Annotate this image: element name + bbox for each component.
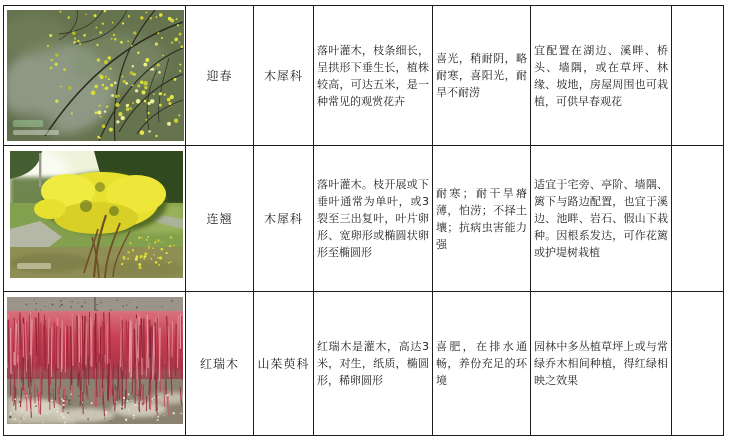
row1-application-cell — [531, 6, 672, 146]
row3-application-cell — [531, 292, 672, 435]
red-twig-dogwood-photo — [7, 297, 183, 424]
plant-table — [3, 5, 724, 436]
row3-morphology-cell — [314, 292, 433, 435]
row1-notes-cell — [672, 6, 723, 146]
plant-notes — [672, 74, 723, 78]
plant-habit: 喜光，稍耐阴，略耐寒，喜阳光，耐旱不耐涝 — [436, 52, 527, 99]
winter-jasmine-photo — [7, 10, 184, 141]
row2-habit-cell — [433, 146, 531, 292]
plant-morphology: 落叶灌木。枝开展或下垂叶通常为单叶，或3裂至三出复叶，叶片卵形、宽卵形或椭圆状卵形至椭圆形 — [317, 178, 429, 259]
utility-pole — [39, 153, 41, 187]
row3-name-cell — [186, 292, 254, 435]
forsythia-photo — [10, 151, 183, 278]
row2-notes-cell — [672, 146, 723, 292]
row2-name-cell — [186, 146, 254, 292]
plant-family: 木犀科 — [263, 212, 303, 226]
row1-family-cell — [254, 6, 314, 146]
row2-morphology-cell — [314, 146, 433, 292]
plant-morphology: 红瑞木是灌木，高达3米，对生，纸质，椭圆形，稀卵圆形 — [317, 340, 429, 387]
forsythia-bush — [54, 202, 138, 234]
plant-application: 宜配置在湖边、溪畔、桥头、墙隅，或在草坪、林缘、坡地，房屋周围也可栽植，可供早春观花 — [534, 43, 668, 108]
photo-watermark — [17, 263, 51, 269]
row3-notes-cell — [672, 292, 723, 435]
pale-grass-patch — [55, 408, 115, 422]
plant-application: 适宜于宅旁、亭阶、墙隅、篱下与路边配置，也宜于溪边、池畔、岩石、假山下栽种。因根系发达，可作花篱或护堤树栽植 — [534, 178, 668, 259]
row2-application-cell — [531, 146, 672, 292]
plant-name: 迎春 — [206, 69, 233, 83]
row2-photo-cell — [4, 146, 186, 292]
row1-habit-cell — [433, 6, 531, 146]
plant-notes — [672, 217, 723, 221]
forsythia-bush — [34, 199, 66, 219]
row3-photo-cell — [4, 292, 186, 435]
row1-name-cell — [186, 6, 254, 146]
row1-morphology-cell — [314, 6, 433, 146]
plant-notes — [672, 362, 723, 366]
plant-morphology: 落叶灌木，枝条细长，呈拱形下垂生长，植株较高，可达五米，是一种常见的观赏花卉 — [317, 43, 429, 108]
row3-habit-cell — [433, 292, 531, 435]
row3-family-cell — [254, 292, 314, 435]
row1-photo-cell — [4, 6, 186, 146]
plant-habit: 喜肥，在排水通畅，养份充足的环境 — [436, 340, 527, 387]
plant-name: 红瑞木 — [199, 357, 239, 371]
foliage-gap — [95, 182, 105, 192]
plant-name: 连翘 — [206, 212, 233, 226]
plant-application: 园林中多丛植草坪上或与常绿乔木相间种植，得红绿相映之效果 — [534, 340, 668, 387]
row2-family-cell — [254, 146, 314, 292]
foliage-gap — [80, 200, 92, 212]
plant-family: 木犀科 — [263, 69, 303, 83]
foliage-gap — [109, 206, 119, 216]
plant-habit: 耐寒；耐干旱瘠薄，怕涝；不择土壤；抗病虫害能力强 — [436, 186, 527, 251]
plant-family: 山茱萸科 — [257, 357, 310, 371]
